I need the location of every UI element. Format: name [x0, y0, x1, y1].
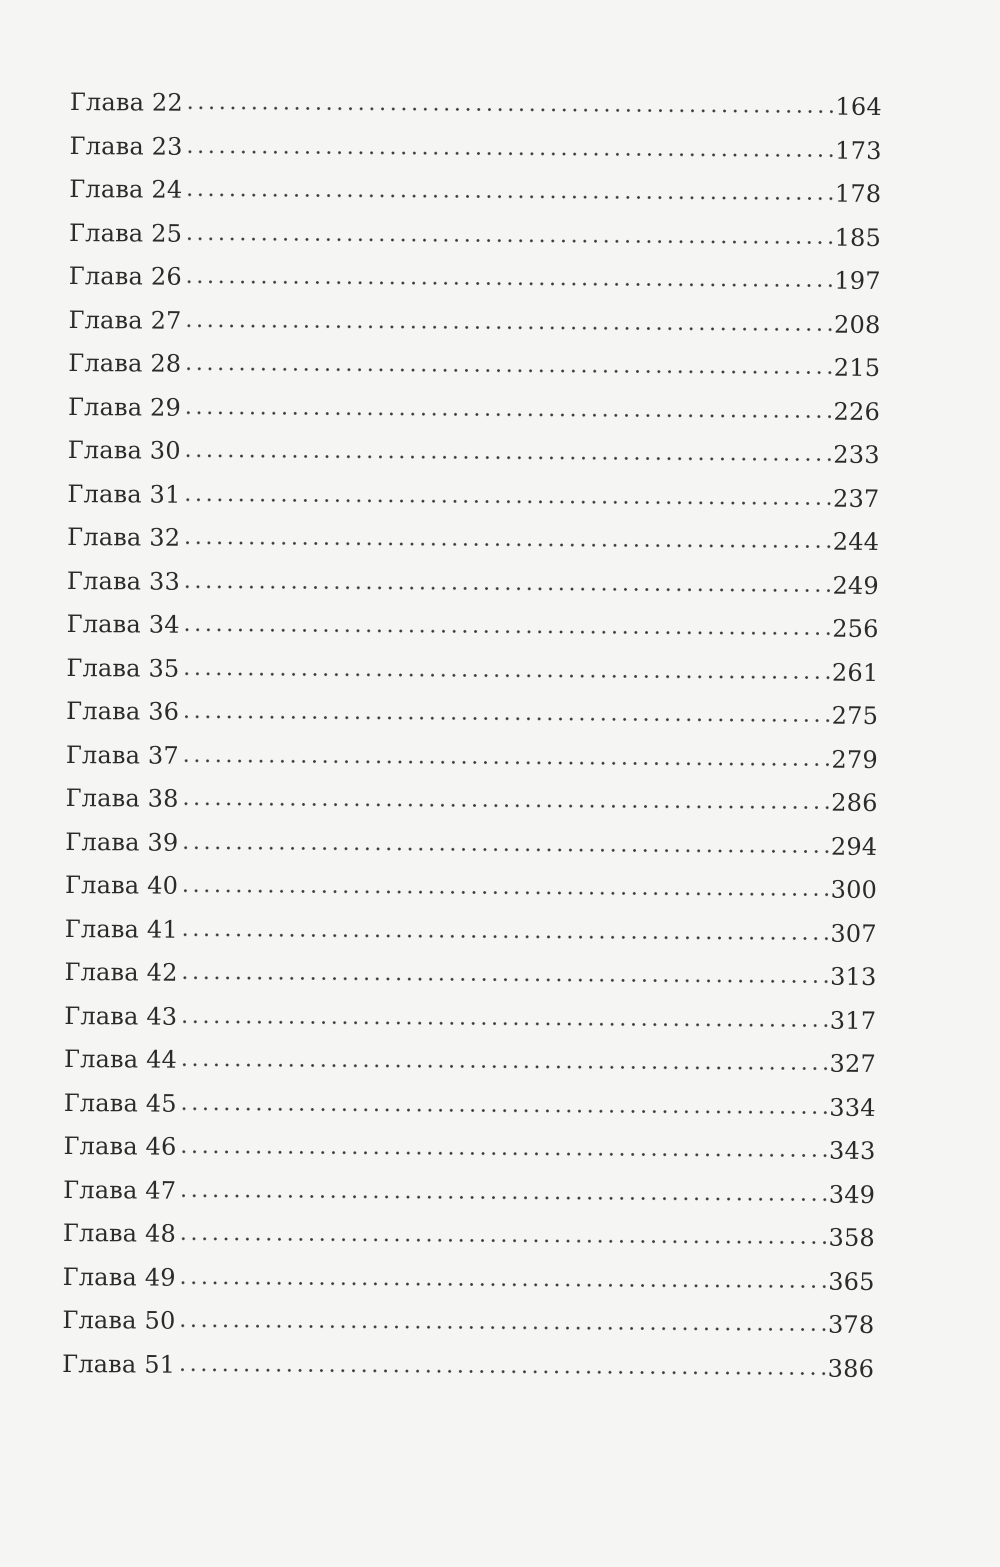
toc-entry: [63, 1126, 875, 1174]
toc-entry: [66, 647, 878, 695]
page-number: 294: [830, 832, 878, 861]
dot-leader: [181, 779, 830, 811]
chapter-title: Глава 48: [62, 1218, 177, 1248]
chapter-title: Глава 31: [67, 479, 181, 509]
page-number: 365: [828, 1267, 875, 1296]
toc-entry: [67, 473, 879, 521]
page-number: 249: [832, 571, 880, 600]
page-number: 334: [829, 1093, 876, 1122]
dot-leader: [185, 126, 834, 158]
page-number: 386: [827, 1354, 875, 1383]
page-number: 226: [833, 397, 881, 426]
chapter-title: Глава 45: [63, 1088, 177, 1118]
chapter-title: Глава 44: [63, 1044, 178, 1074]
chapter-title: Глава 24: [69, 174, 183, 204]
dot-leader: [178, 1257, 827, 1289]
page-number: 185: [834, 223, 882, 252]
dot-leader: [181, 648, 830, 680]
page-number: 178: [834, 179, 882, 208]
dot-leader: [179, 996, 828, 1028]
dot-leader: [180, 866, 829, 898]
chapter-title: Глава 23: [69, 131, 183, 161]
toc-entry: [65, 778, 877, 826]
toc-entry: [69, 212, 881, 260]
chapter-title: Глава 36: [66, 696, 180, 726]
dot-leader: [182, 605, 831, 637]
dot-leader: [181, 692, 830, 724]
chapter-title: Глава 25: [68, 218, 183, 248]
chapter-title: Глава 40: [65, 870, 179, 900]
chapter-title: Глава 47: [63, 1175, 177, 1205]
chapter-title: Глава 22: [69, 87, 184, 117]
page-number: 313: [830, 962, 877, 991]
page-number: 208: [834, 310, 881, 339]
toc-entry: [65, 908, 877, 956]
toc-entry: [65, 821, 877, 869]
dot-leader: [180, 822, 829, 854]
page-number: 378: [827, 1310, 875, 1339]
toc-entry: [63, 1213, 875, 1261]
dot-leader: [179, 1083, 828, 1115]
chapter-title: Глава 42: [64, 957, 178, 987]
chapter-title: Глава 39: [65, 827, 179, 857]
table-of-contents: [62, 82, 882, 1392]
dot-leader: [182, 561, 831, 593]
page-number: 237: [832, 484, 880, 513]
chapter-title: Глава 43: [64, 1001, 178, 1031]
page-number: 279: [831, 745, 878, 774]
toc-entry: [63, 1169, 875, 1217]
toc-entry: [62, 1300, 874, 1348]
toc-entry: [67, 517, 879, 565]
toc-entry: [67, 560, 879, 608]
page-number: 300: [830, 875, 878, 904]
page-number: 307: [830, 919, 877, 948]
chapter-title: Глава 38: [65, 783, 179, 813]
dot-leader: [183, 431, 832, 463]
toc-entry: [69, 169, 881, 217]
page-number: 261: [831, 658, 879, 687]
chapter-title: Глава 26: [68, 261, 182, 291]
toc-entry: [63, 1256, 875, 1304]
dot-leader: [185, 83, 834, 115]
toc-entry: [68, 299, 880, 347]
page-number: 327: [829, 1049, 877, 1078]
toc-entry: [66, 734, 878, 782]
chapter-title: Глава 34: [66, 609, 180, 639]
dot-leader: [177, 1344, 826, 1376]
chapter-title: Глава 27: [68, 305, 182, 335]
page-number: 358: [828, 1223, 876, 1252]
dot-leader: [184, 170, 833, 202]
chapter-title: Глава 50: [62, 1305, 176, 1335]
chapter-title: Глава 33: [66, 566, 181, 596]
chapter-title: Глава 51: [62, 1349, 176, 1379]
page-number: 244: [832, 527, 880, 556]
chapter-title: Глава 46: [63, 1131, 177, 1161]
toc-entry: [64, 995, 876, 1043]
toc-entry: [68, 343, 880, 391]
toc-entry: [69, 125, 881, 173]
page-number: 197: [834, 266, 881, 295]
page-number: 275: [831, 701, 879, 730]
dot-leader: [178, 1127, 827, 1159]
page-number: 286: [831, 788, 878, 817]
page-number: 215: [833, 353, 881, 382]
toc-entry: [70, 82, 882, 130]
dot-leader: [180, 953, 829, 985]
toc-entry: [68, 386, 880, 434]
chapter-title: Глава 32: [67, 522, 181, 552]
dot-leader: [183, 344, 832, 376]
page-number: 233: [833, 440, 880, 469]
page-number: 173: [835, 136, 882, 165]
dot-leader: [182, 518, 831, 550]
dot-leader: [184, 257, 833, 289]
chapter-title: Глава 29: [67, 392, 182, 422]
dot-leader: [183, 387, 832, 419]
dot-leader: [184, 213, 833, 245]
chapter-title: Глава 37: [65, 740, 180, 770]
chapter-title: Глава 41: [64, 914, 178, 944]
page-number: 349: [828, 1180, 876, 1209]
toc-entry: [69, 256, 881, 304]
dot-leader: [184, 300, 833, 332]
dot-leader: [182, 474, 831, 506]
toc-entry: [67, 604, 879, 652]
chapter-title: Глава 30: [67, 435, 181, 465]
page-number: 256: [832, 614, 879, 643]
toc-entry: [64, 1039, 876, 1087]
dot-leader: [179, 1040, 828, 1072]
toc-entry: [68, 430, 880, 478]
dot-leader: [177, 1301, 826, 1333]
chapter-title: Глава 35: [66, 653, 180, 683]
toc-entry: [64, 1082, 876, 1130]
toc-entry: [64, 952, 876, 1000]
toc-entry: [66, 691, 878, 739]
page-number: 164: [835, 92, 882, 121]
dot-leader: [181, 735, 830, 767]
page-number: 343: [828, 1136, 876, 1165]
toc-entry: [65, 865, 877, 913]
dot-leader: [180, 909, 829, 941]
chapter-title: Глава 28: [68, 348, 182, 378]
dot-leader: [178, 1214, 827, 1246]
page-number: 317: [829, 1006, 877, 1035]
toc-entry: [62, 1343, 874, 1391]
chapter-title: Глава 49: [62, 1262, 176, 1292]
dot-leader: [178, 1170, 827, 1202]
